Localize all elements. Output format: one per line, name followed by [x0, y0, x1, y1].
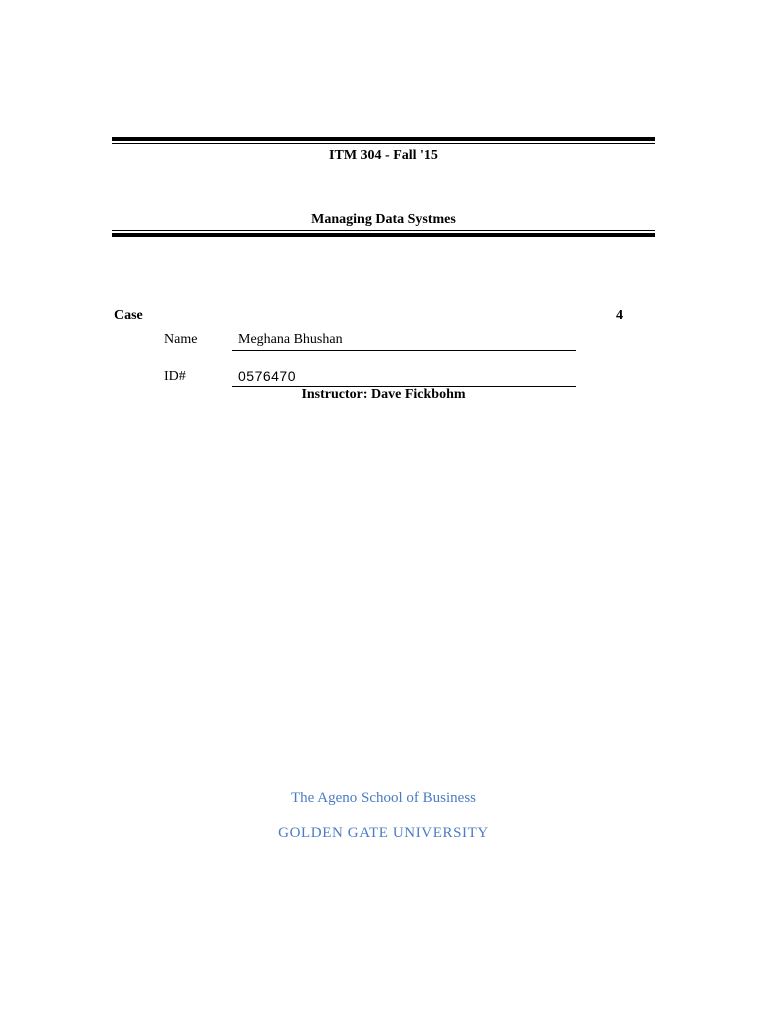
id-field: [232, 367, 576, 387]
case-label: Case: [114, 308, 143, 323]
instructor-line: Instructor: Dave Fickbohm: [301, 387, 466, 402]
university-name: GOLDEN GATE UNIVERSITY: [278, 825, 489, 841]
course-title: ITM 304 - Fall '15: [329, 148, 438, 163]
school-name: The Ageno School of Business: [291, 790, 476, 806]
bottom-rule-thin: [112, 230, 655, 231]
document-title: Managing Data Systmes: [311, 212, 456, 227]
case-number: 4: [616, 308, 623, 323]
name-value: Meghana Bhushan: [238, 332, 343, 347]
id-label: ID#: [164, 369, 186, 384]
bottom-rule-thick: [112, 233, 655, 237]
top-rule-thin: [112, 143, 655, 144]
name-field: [232, 331, 576, 351]
name-label: Name: [164, 332, 198, 347]
top-rule-thick: [112, 137, 655, 141]
id-value: 0576470: [238, 368, 297, 384]
